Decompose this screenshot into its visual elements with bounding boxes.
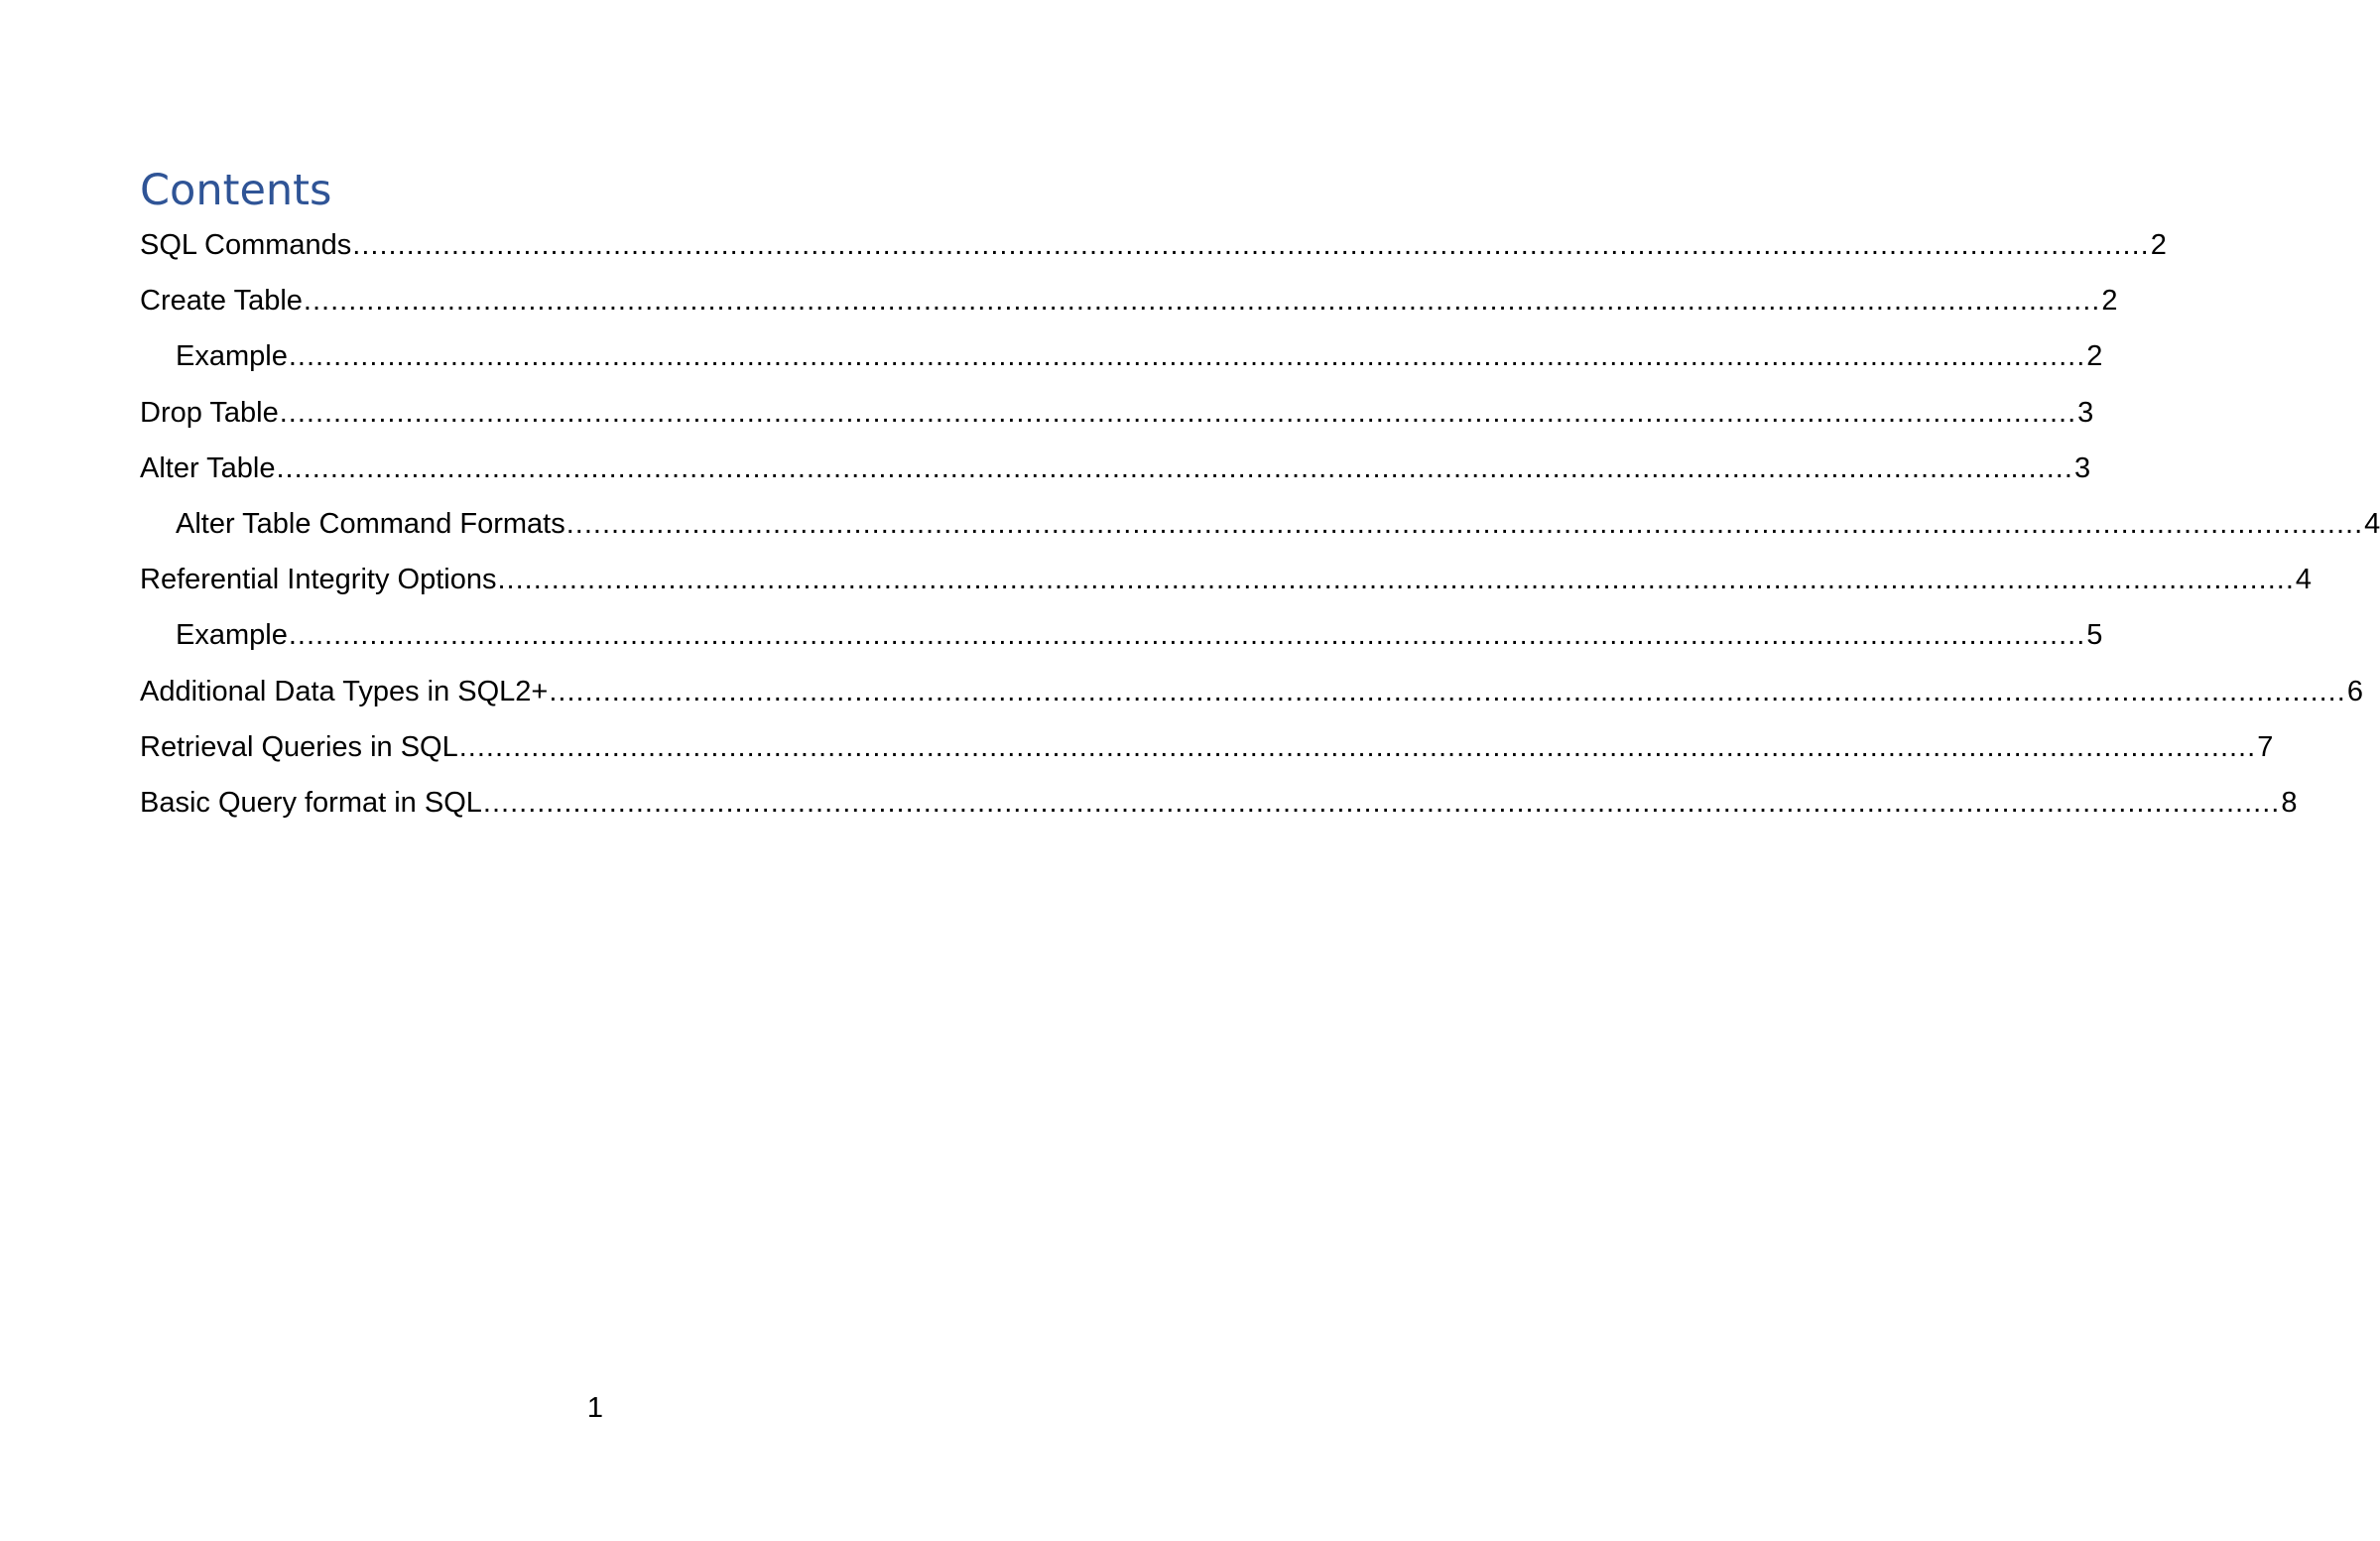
toc-entry-label: Create Table bbox=[140, 285, 303, 318]
toc-entry-page: 4 bbox=[2364, 507, 2380, 540]
dot-leader: ........................................................................................................................................................................................................ bbox=[497, 564, 2295, 596]
toc-entry-referential-integrity-options[interactable] bbox=[140, 552, 2313, 607]
toc-entry-label: SQL Commands bbox=[140, 229, 352, 261]
toc-entry-label: Retrieval Queries in SQL bbox=[140, 730, 458, 763]
toc-entry-label: Drop Table bbox=[140, 396, 279, 429]
toc-entry-page: 8 bbox=[2281, 786, 2298, 819]
toc-entry-page: 6 bbox=[2346, 675, 2363, 707]
toc-entry-retrieval-queries[interactable] bbox=[140, 719, 2274, 775]
toc-entry-label: Example bbox=[176, 340, 288, 373]
toc-entry-page: 4 bbox=[2295, 564, 2313, 596]
toc-entry-drop-table[interactable] bbox=[140, 385, 2094, 441]
toc-heading: Contents bbox=[140, 166, 332, 215]
dot-leader: ........................................................................................................................................................................................................ bbox=[458, 730, 2257, 763]
dot-leader: ........................................................................................................................................................................................................ bbox=[279, 396, 2077, 429]
toc-entry-sql-commands[interactable] bbox=[140, 217, 2167, 273]
toc-entry-page: 2 bbox=[2150, 229, 2167, 261]
dot-leader: ........................................................................................................................................................................................................ bbox=[482, 786, 2281, 819]
dot-leader: ........................................................................................................................................................................................................ bbox=[303, 285, 2101, 318]
toc-entry-basic-query-format[interactable] bbox=[140, 775, 2298, 831]
toc-entry-example-referential[interactable] bbox=[140, 607, 2103, 663]
toc-list bbox=[140, 217, 2380, 831]
toc-entry-label: Alter Table Command Formats bbox=[176, 507, 565, 540]
toc-entry-alter-table-command-formats[interactable] bbox=[140, 496, 2380, 552]
dot-leader: ........................................................................................................................................................................................................ bbox=[276, 451, 2073, 484]
toc-entry-page: 2 bbox=[2086, 340, 2103, 373]
footer-page-number: 1 bbox=[586, 1392, 604, 1424]
toc-entry-create-table[interactable] bbox=[140, 273, 2118, 328]
toc-entry-label: Additional Data Types in SQL2+ bbox=[140, 675, 549, 707]
toc-entry-label: Example bbox=[176, 619, 288, 652]
toc-entry-label: Alter Table bbox=[140, 451, 276, 484]
toc-entry-label: Basic Query format in SQL bbox=[140, 786, 482, 819]
dot-leader: ........................................................................................................................................................................................................ bbox=[288, 619, 2086, 652]
dot-leader: ........................................................................................................................................................................................................ bbox=[549, 675, 2346, 707]
toc-entry-example-create[interactable] bbox=[140, 328, 2103, 384]
toc-entry-page: 7 bbox=[2257, 730, 2274, 763]
dot-leader: ........................................................................................................................................................................................................ bbox=[352, 229, 2150, 261]
dot-leader: ........................................................................................................................................................................................................ bbox=[288, 340, 2086, 373]
toc-entry-page: 2 bbox=[2101, 285, 2118, 318]
toc-entry-page: 3 bbox=[2077, 396, 2094, 429]
toc-entry-label: Referential Integrity Options bbox=[140, 564, 497, 596]
toc-entry-additional-data-types[interactable] bbox=[140, 664, 2363, 719]
toc-entry-page: 5 bbox=[2086, 619, 2103, 652]
dot-leader: ........................................................................................................................................................................................................ bbox=[565, 507, 2364, 540]
toc-entry-alter-table[interactable] bbox=[140, 441, 2091, 496]
toc-entry-page: 3 bbox=[2073, 451, 2091, 484]
